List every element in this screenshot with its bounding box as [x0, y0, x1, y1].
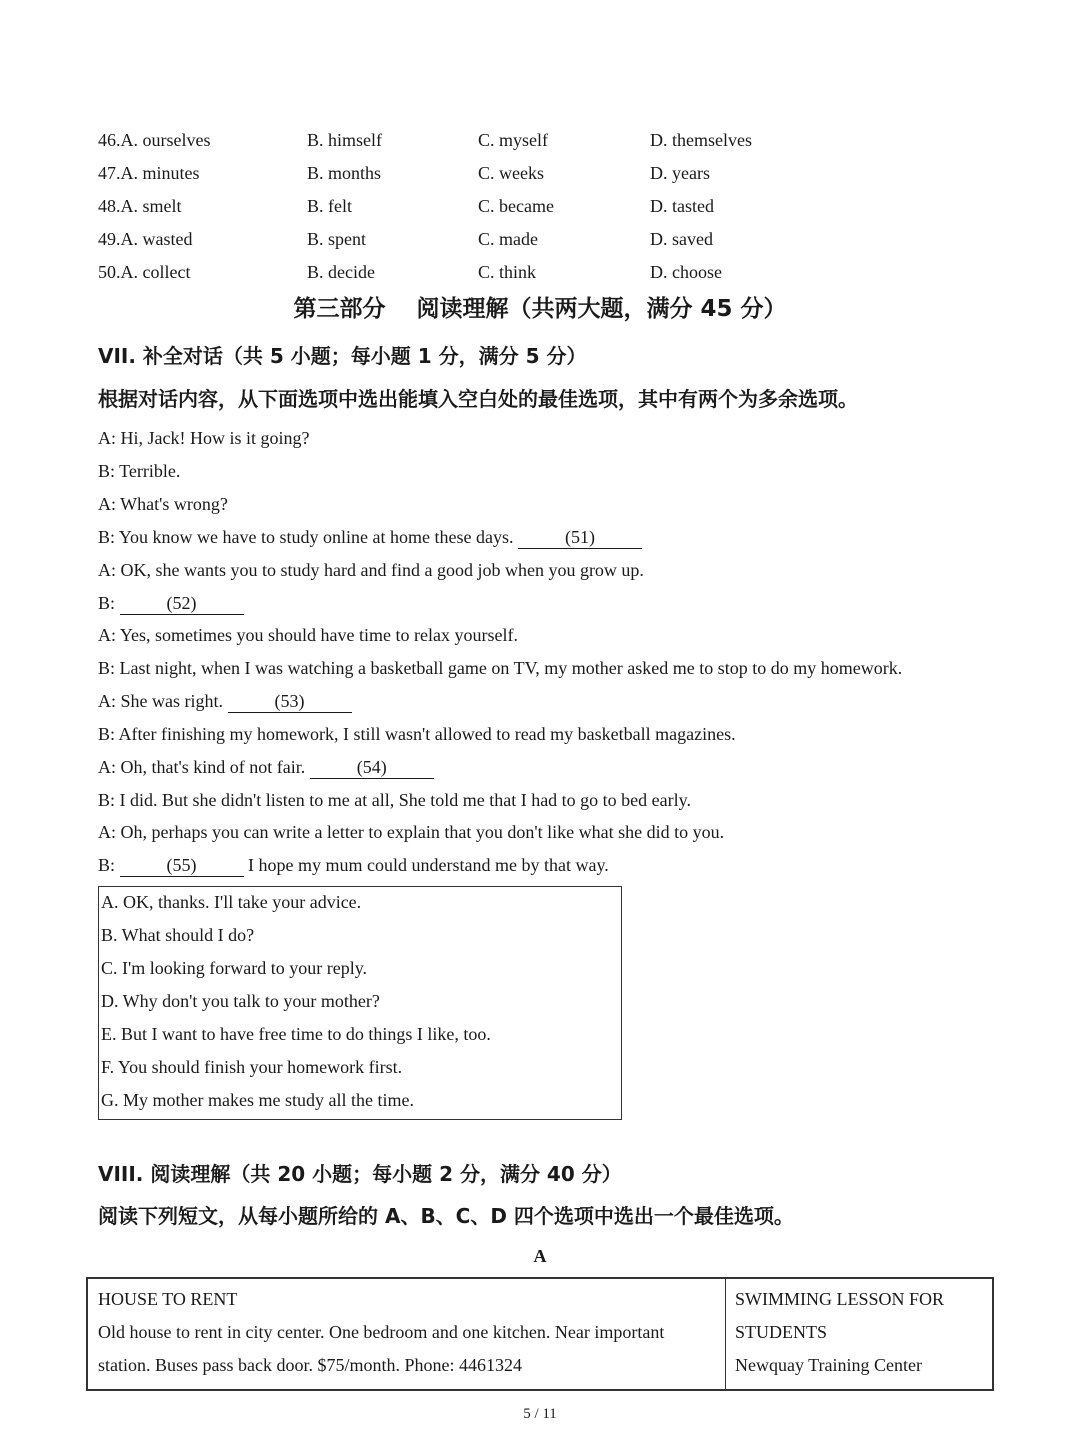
dialogue-text: B: You know we have to study online at home these days. — [98, 527, 514, 547]
option-b: B. months — [307, 163, 382, 183]
part-title: 第三部分 阅读理解（共两大题，满分 45 分） — [293, 296, 787, 322]
choice-row-50 — [98, 257, 998, 287]
section-7-title: VII. 补全对话（共 5 小题；每小题 1 分，满分 5 分） — [98, 344, 587, 368]
blank-53[interactable]: (53) — [228, 690, 352, 713]
option-a: 49.A. wasted — [98, 229, 193, 249]
passage-label: A — [533, 1246, 547, 1266]
blank-55[interactable]: (55) — [120, 854, 244, 877]
dialogue-line: A: OK, she wants you to study hard and find a good job when you grow up. — [98, 560, 644, 580]
dialogue-line: B: Terrible. — [98, 461, 181, 481]
choice-row-48 — [98, 191, 998, 221]
dialogue-line: A: What's wrong? — [98, 494, 228, 514]
option-a: 47.A. minutes — [98, 163, 200, 183]
option-b: B. felt — [307, 196, 352, 216]
ad-right-line: Newquay Training Center — [735, 1355, 922, 1375]
dialogue-text: I hope my mum could understand me by that way. — [248, 855, 609, 875]
dialogue-text: A: Oh, that's kind of not fair. — [98, 757, 306, 777]
option-item: B. What should I do? — [101, 925, 255, 945]
option-item: C. I'm looking forward to your reply. — [101, 958, 368, 978]
table-divider — [725, 1279, 726, 1389]
ads-table — [86, 1277, 994, 1391]
option-item: D. Why don't you talk to your mother? — [101, 991, 380, 1011]
option-item: G. My mother makes me study all the time. — [101, 1090, 414, 1110]
dialogue-line: B: Last night, when I was watching a basketball game on TV, my mother asked me to stop to do my homework. — [98, 658, 903, 678]
option-b: B. himself — [307, 130, 382, 150]
blank-51[interactable]: (51) — [518, 526, 642, 549]
option-c: C. became — [478, 196, 554, 216]
dialogue-line — [98, 522, 998, 552]
ad-left-line: Old house to rent in city center. One bedroom and one kitchen. Near important — [98, 1322, 665, 1342]
option-d: D. saved — [650, 229, 713, 249]
option-item: A. OK, thanks. I'll take your advice. — [101, 892, 362, 912]
options-box — [98, 886, 622, 1120]
ad-left-line: station. Buses pass back door. $75/month. Phone: 4461324 — [98, 1355, 522, 1375]
option-b: B. decide — [307, 262, 375, 282]
blank-52[interactable]: (52) — [120, 592, 244, 615]
dialogue-text: B: — [98, 593, 116, 613]
choice-row-46 — [98, 125, 998, 155]
option-d: D. choose — [650, 262, 722, 282]
dialogue-line — [98, 588, 998, 618]
dialogue-text: A: She was right. — [98, 691, 223, 711]
ad-right-line: STUDENTS — [735, 1322, 828, 1342]
choice-row-47 — [98, 158, 998, 188]
option-item: E. But I want to have free time to do things I like, too. — [101, 1024, 491, 1044]
blank-54[interactable]: (54) — [310, 756, 434, 779]
dialogue-line: A: Oh, perhaps you can write a letter to explain that you don't like what she did to you. — [98, 822, 725, 842]
option-d: D. years — [650, 163, 710, 183]
dialogue-line — [98, 850, 998, 880]
dialogue-line — [98, 752, 998, 782]
option-c: C. think — [478, 262, 537, 282]
option-c: C. myself — [478, 130, 548, 150]
section-7-instruction: 根据对话内容，从下面选项中选出能填入空白处的最佳选项，其中有两个为多余选项。 — [98, 387, 858, 411]
option-d: D. tasted — [650, 196, 714, 216]
ad-left-line: HOUSE TO RENT — [98, 1289, 238, 1309]
option-c: C. weeks — [478, 163, 544, 183]
option-a: 50.A. collect — [98, 262, 191, 282]
dialogue-line: B: I did. But she didn't listen to me at all, She told me that I had to go to bed early. — [98, 790, 691, 810]
section-8-title: VIII. 阅读理解（共 20 小题；每小题 2 分，满分 40 分） — [98, 1162, 622, 1186]
option-a: 48.A. smelt — [98, 196, 182, 216]
dialogue-line: A: Yes, sometimes you should have time to relax yourself. — [98, 625, 518, 645]
choice-row-49 — [98, 224, 998, 254]
ad-right-line: SWIMMING LESSON FOR — [735, 1289, 945, 1309]
dialogue-text: B: — [98, 855, 116, 875]
option-b: B. spent — [307, 229, 367, 249]
dialogue-line: A: Hi, Jack! How is it going? — [98, 428, 310, 448]
section-8-instruction: 阅读下列短文，从每小题所给的 A、B、C、D 四个选项中选出一个最佳选项。 — [98, 1204, 794, 1228]
dialogue-line: B: After finishing my homework, I still wasn't allowed to read my basketball magazines. — [98, 724, 736, 744]
page-number: 5 / 11 — [523, 1406, 557, 1422]
option-item: F. You should finish your homework first. — [101, 1057, 403, 1077]
option-d: D. themselves — [650, 130, 752, 150]
option-c: C. made — [478, 229, 538, 249]
dialogue-line — [98, 686, 998, 716]
option-a: 46.A. ourselves — [98, 130, 211, 150]
